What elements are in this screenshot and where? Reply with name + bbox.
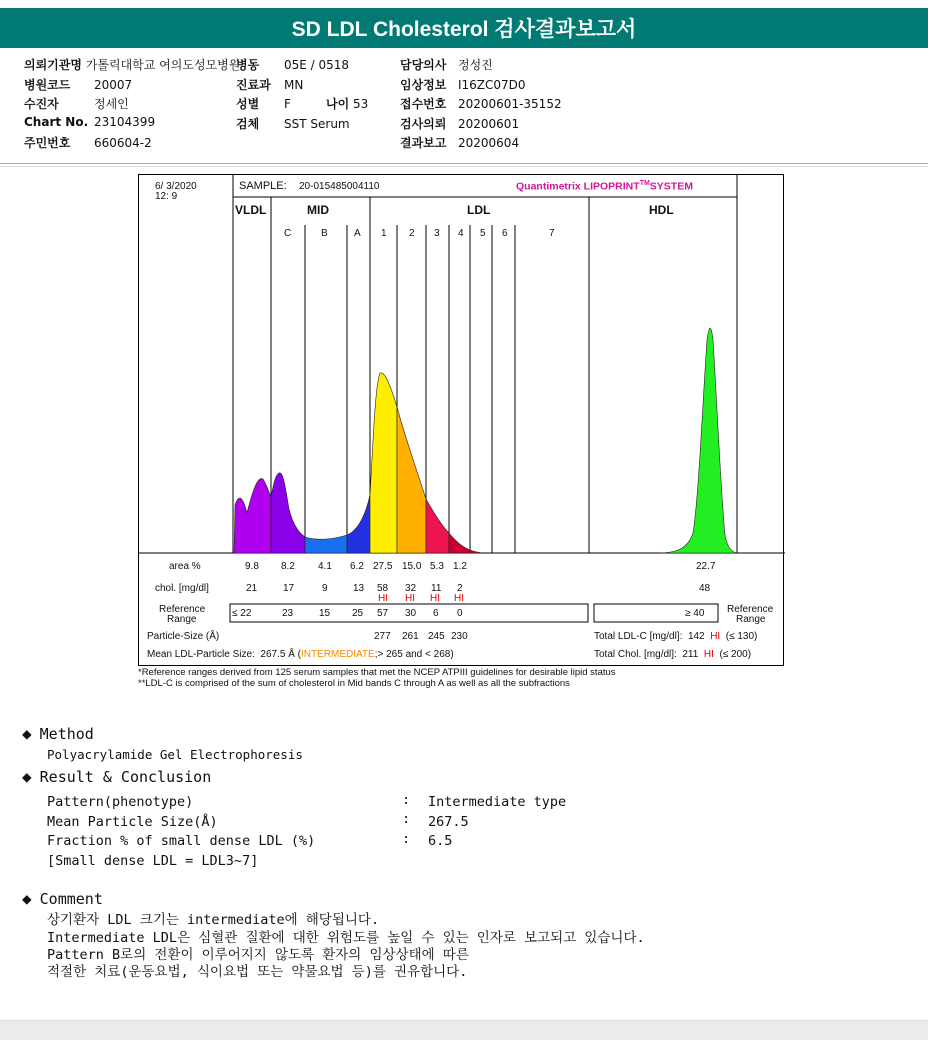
particle-1: 277 — [374, 631, 391, 642]
comment-heading-text: Comment — [39, 890, 103, 908]
total-chol-label: Total Chol. [mg/dl]: — [594, 649, 677, 660]
total-chol-value: 211 — [682, 649, 699, 660]
header-divider-shadow — [0, 166, 928, 167]
mean-type: INTERMEDIATE — [300, 649, 375, 660]
ref-label-right-1: Reference — [727, 604, 774, 615]
band-c: C — [284, 228, 292, 239]
report-date-label: 결과보고 — [400, 136, 447, 150]
patient-value: 정세인 — [94, 97, 129, 111]
ref-c: 23 — [282, 608, 294, 619]
hi-flag-2: HI — [405, 593, 415, 604]
brand-name — [516, 180, 693, 193]
ref-3: 6 — [433, 608, 439, 619]
chol-4: 2 — [457, 583, 463, 594]
header-report-date — [400, 134, 519, 151]
comment-heading — [22, 889, 103, 908]
header-patient — [24, 95, 129, 112]
mean-ldl-size: Mean LDL-Particle Size: 267.5 Å (INTERMEDIATE;> 265 and < 268) — [147, 649, 454, 660]
comment-line-2: Intermediate LDL은 심혈관 질환에 대한 위험도를 높일 수 있는 인자로 보고되고 있습니다. — [47, 930, 645, 946]
result-colon-1: : — [402, 792, 411, 808]
header-resident-no — [24, 134, 152, 151]
area-1: 27.5 — [373, 561, 393, 572]
electrophoresis-peaks — [234, 328, 737, 553]
total-ldl-ref: (≤ 130) — [725, 631, 758, 642]
total-ldl-hi: HI — [710, 631, 721, 642]
sex-value: F — [284, 97, 291, 111]
comment-line-3: Pattern B로의 전환이 이루어지지 않도록 환자의 임상상태에 따른 — [47, 947, 469, 963]
group-hdl: HDL — [649, 203, 674, 217]
ref-label-1: Reference — [159, 604, 206, 615]
age-value: 53 — [353, 97, 369, 111]
total-ldl-label: Total LDL-C [mg/dl]: — [594, 631, 683, 642]
result-fraction-value: 6.5 — [428, 833, 453, 849]
result-colon-2: : — [402, 811, 411, 827]
total-chol-ref: (≤ 200) — [719, 649, 752, 660]
department-value: MN — [284, 78, 304, 92]
particle-label: Particle-Size (Å) — [147, 631, 220, 642]
report-date-value: 20200604 — [458, 136, 520, 150]
peak-ldl-4 — [449, 533, 470, 553]
peak-ldl-5 — [470, 550, 483, 553]
band-4: 4 — [458, 228, 464, 239]
age-label: 나이 — [326, 97, 350, 111]
result-size-label: Mean Particle Size(Å) — [47, 814, 218, 830]
peak-ldl-1 — [370, 373, 397, 553]
chol-a: 13 — [353, 583, 365, 594]
result-colon-3: : — [402, 831, 411, 847]
area-vldl: 9.8 — [245, 561, 259, 572]
particle-2: 261 — [402, 631, 419, 642]
chol-1: 58 — [377, 583, 389, 594]
chol-2: 32 — [405, 583, 417, 594]
diamond-bullet-icon: ◆ — [22, 767, 32, 786]
band-a: A — [354, 228, 361, 239]
brand-text: Quantimetrix LIPOPRINT — [516, 180, 640, 193]
mean-range: ;> 265 and < 268) — [374, 649, 454, 660]
area-label: area % — [169, 561, 201, 572]
footnote-reference: *Reference ranges derived from 125 serum samples that met the NCEP ATPIII guidelines for desirable lipid status — [138, 667, 616, 678]
report-time: 12: 9 — [155, 191, 178, 202]
chol-vldl: 21 — [246, 583, 258, 594]
area-a: 6.2 — [350, 561, 364, 572]
header-specimen — [236, 115, 350, 132]
result-pattern-label: Pattern(phenotype) — [47, 794, 194, 810]
band-2: 2 — [409, 228, 415, 239]
reception-no-label: 접수번호 — [400, 97, 447, 111]
area-c: 8.2 — [281, 561, 295, 572]
institution-label: 의뢰기관명 — [24, 58, 82, 72]
header-department — [236, 76, 303, 93]
chol-3: 11 — [431, 583, 442, 594]
request-date-value: 20200601 — [458, 117, 520, 131]
ref-1: 57 — [377, 608, 389, 619]
chol-c: 17 — [283, 583, 295, 594]
hi-flag-4: HI — [454, 593, 464, 604]
area-b: 4.1 — [318, 561, 332, 572]
peak-mid-b — [305, 535, 347, 553]
band-6: 6 — [502, 228, 508, 239]
resident-no-value: 660604-2 — [94, 136, 152, 150]
diamond-bullet-icon: ◆ — [22, 889, 32, 908]
header-hospital-code — [24, 76, 132, 93]
sex-label: 성별 — [236, 97, 260, 111]
peak-mid-a — [347, 495, 370, 553]
report-title: SD LDL Cholesterol 검사결과보고서 — [0, 8, 928, 48]
total-chol-hi: HI — [703, 649, 714, 660]
sample-label: SAMPLE: — [239, 180, 287, 192]
peak-hdl — [661, 328, 737, 553]
hospital-code-value: 20007 — [94, 78, 133, 92]
header-institution — [24, 56, 240, 73]
group-ldl: LDL — [467, 203, 491, 217]
resident-no-label: 주민번호 — [24, 136, 71, 150]
sample-id: 20-015485004110 — [299, 181, 380, 192]
brand-suffix: SYSTEM — [649, 180, 693, 193]
comment-line-1: 상기환자 LDL 크기는 intermediate에 해당됩니다. — [47, 912, 380, 928]
diamond-bullet-icon: ◆ — [22, 724, 32, 743]
area-hdl: 22.7 — [696, 561, 716, 572]
total-ldl — [594, 631, 757, 642]
reception-no-value: 20200601-35152 — [458, 97, 562, 111]
chol-label: chol. [mg/dl] — [155, 583, 209, 594]
report-date: 6/ 3/2020 — [155, 181, 197, 192]
header-doctor — [400, 56, 493, 73]
result-heading — [22, 767, 211, 786]
specimen-value: SST Serum — [284, 117, 350, 131]
chart-no-label: Chart No. — [24, 115, 89, 129]
group-vldl: VLDL — [235, 203, 267, 217]
footnote-ldl-c: **LDL-C is comprised of the sum of cholesterol in Mid bands C through A as well as all the subfractions — [138, 678, 570, 689]
area-2: 15.0 — [402, 561, 422, 572]
doctor-value: 정성진 — [458, 58, 493, 72]
ref-label-right-2: Range — [736, 614, 766, 625]
chol-hdl: 48 — [699, 583, 711, 594]
ref-hdl: ≥ 40 — [685, 608, 705, 619]
ward-value: 05E / 0518 — [284, 58, 350, 72]
mean-value: 267.5 Å — [260, 649, 295, 660]
comment-line-4: 적절한 치료(운동요법, 식이요법 또는 약물요법 등)를 권유합니다. — [47, 964, 468, 980]
band-7: 7 — [549, 228, 555, 239]
result-fraction-label: Fraction % of small dense LDL (%) — [47, 833, 316, 849]
header-sex — [236, 95, 291, 112]
mean-label: Mean LDL-Particle Size: — [147, 649, 255, 660]
header-request-date — [400, 115, 519, 132]
lipoprint-report — [138, 174, 784, 666]
header-chart-no — [24, 115, 155, 129]
group-mid: MID — [307, 203, 329, 217]
result-pattern-value: Intermediate type — [428, 794, 567, 810]
department-label: 진료과 — [236, 78, 271, 92]
ref-2: 30 — [405, 608, 417, 619]
total-ldl-value: 142 — [687, 631, 705, 642]
total-chol — [594, 649, 751, 660]
chart-no-value: 23104399 — [94, 115, 156, 129]
ref-a: 25 — [352, 608, 364, 619]
ward-label: 병동 — [236, 58, 260, 72]
clinical-info-value: I16ZC07D0 — [458, 78, 526, 92]
area-3: 5.3 — [430, 561, 444, 572]
clinical-info-label: 임상정보 — [400, 78, 447, 92]
area-4: 1.2 — [453, 561, 467, 572]
request-date-label: 검사의뢰 — [400, 117, 447, 131]
result-note: [Small dense LDL = LDL3~7] — [47, 853, 259, 869]
method-heading-text: Method — [39, 725, 94, 743]
hospital-code-label: 병원코드 — [24, 78, 71, 92]
chol-b: 9 — [322, 583, 328, 594]
peak-mid-c — [271, 473, 305, 553]
result-heading-text: Result & Conclusion — [39, 768, 212, 786]
band-b: B — [321, 228, 328, 239]
peak-vldl — [234, 479, 271, 553]
method-heading — [22, 724, 94, 743]
result-size-value: 267.5 — [428, 814, 469, 830]
particle-4: 230 — [451, 631, 468, 642]
method-text: Polyacrylamide Gel Electrophoresis — [47, 747, 303, 762]
peak-ldl-3 — [426, 499, 449, 553]
hi-flag-3: HI — [430, 593, 440, 604]
institution-value: 가톨릭대학교 여의도성모병원 — [85, 58, 241, 72]
header-reception-no — [400, 95, 562, 112]
ref-4: 0 — [457, 608, 463, 619]
header-divider — [0, 163, 928, 164]
header-clinical-info — [400, 76, 526, 93]
bottom-bar — [0, 1020, 928, 1040]
brand-tm: TM — [639, 180, 650, 187]
patient-label: 수진자 — [24, 97, 59, 111]
hi-flag-1: HI — [378, 593, 388, 604]
band-3: 3 — [434, 228, 440, 239]
ref-vldl: ≤ 22 — [232, 608, 252, 619]
ref-label-2: Range — [167, 614, 197, 625]
band-5: 5 — [480, 228, 486, 239]
header-ward — [236, 56, 349, 73]
doctor-label: 담당의사 — [400, 58, 447, 72]
header-age — [326, 95, 368, 112]
ref-b: 15 — [319, 608, 331, 619]
peak-ldl-2 — [397, 407, 426, 553]
particle-3: 245 — [428, 631, 445, 642]
band-1: 1 — [381, 228, 387, 239]
specimen-label: 검체 — [236, 117, 260, 131]
